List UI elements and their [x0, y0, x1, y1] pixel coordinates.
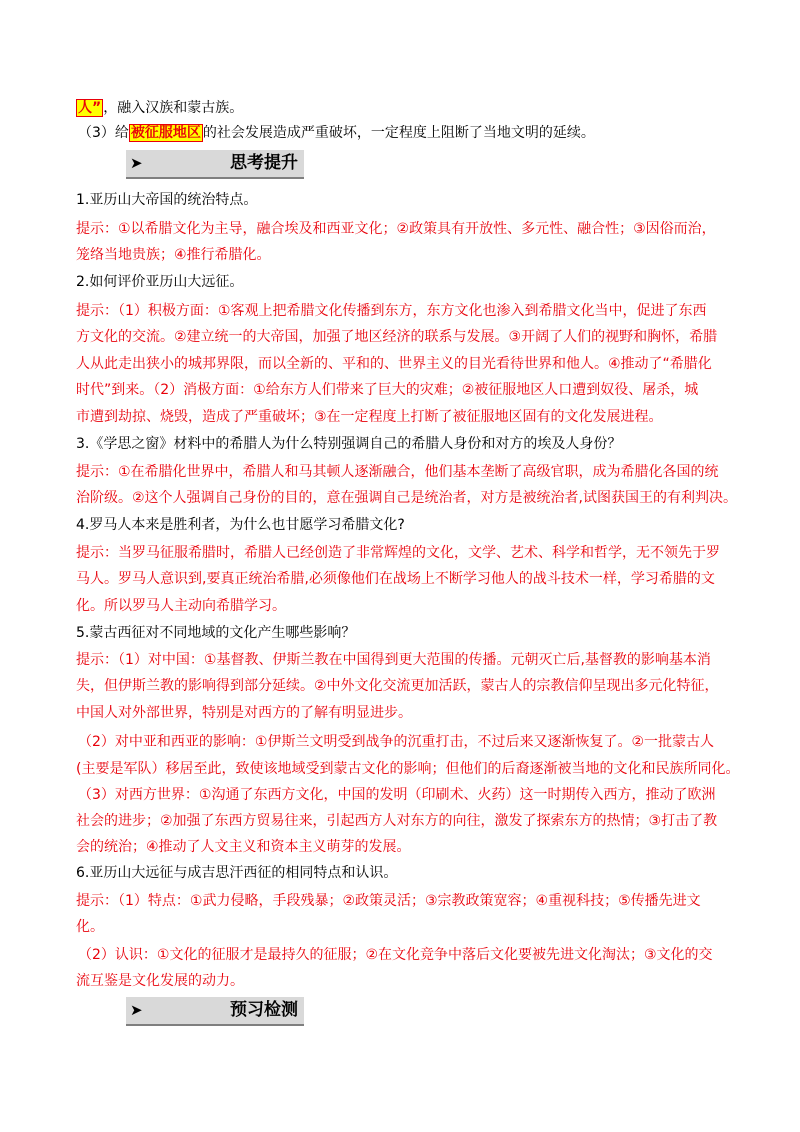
answer-line: 中国人对外部世界，特别是对西方的了解有明显进步。	[76, 705, 412, 721]
answer-line: 提示：（1）特点：①武力侵略，手段残暴；②政策灵活；③宗教政策宽容；④重视科技；⑤传播先进文	[76, 893, 701, 909]
answer-line: （2）认识：①文化的征服才是最持久的征服；②在文化竞争中落后文化要被先进文化淘汰；③文化的交	[78, 947, 713, 963]
answer-line: 治阶级。②这个人强调自己身份的目的，意在强调自己是统治者，对方是被统治者,试图获国王的有利判决。	[76, 490, 737, 506]
answer-line: 时代”到来。（2）消极方面：①给东方人们带来了巨大的灾难；②被征服地区人口遭到奴役、屠杀，城	[76, 382, 699, 398]
question-line: 2.如何评价亚历山大远征。	[76, 274, 244, 290]
highlight-text: 人”	[78, 100, 102, 116]
answer-line: 提示：（1）对中国：①基督教、伊斯兰教在中国得到更大范围的传播。元朝灭亡后,基督教的影响基本消	[76, 652, 711, 668]
arrow-icon: ➤	[130, 1001, 143, 1019]
question-line: 1.亚历山大帝国的统治特点。	[76, 192, 258, 208]
answer-line: 化。	[76, 919, 104, 935]
answer-line: 提示：（1）积极方面：①客观上把希腊文化传播到东方，东方文化也渗入到希腊文化当中，促进了东西	[76, 303, 707, 319]
section-header-think	[126, 150, 304, 179]
answer-line: 市遭到劫掠、烧毁，造成了严重破坏；③在一定程度上打断了被征服地区固有的文化发展进程。	[76, 409, 663, 425]
answer-line: 提示：当罗马征服希腊时，希腊人已经创造了非常辉煌的文化，文学、艺术、科学和哲学，无不领先于罗	[76, 545, 720, 561]
section-header-preview	[126, 997, 304, 1026]
answer-line: 失，但伊斯兰教的影响得到部分延续。②中外文化交流更加活跃，蒙古人的宗教信仰呈现出多元化特征，	[76, 678, 719, 694]
question-line: 6.亚历山大远征与成吉思汗西征的相同特点和认识。	[76, 865, 398, 881]
answer-line: 笼络当地贵族；④推行希腊化。	[76, 247, 271, 263]
highlight-text: 被征服地区	[130, 125, 201, 141]
answer-line: (主要是军队）移居至此，致使该地域受到蒙古文化的影响；但他们的后裔逐渐被当地的文化和民族所同化。	[76, 761, 740, 777]
answer-line: 马人。罗马人意识到,要真正统治希腊,必须像他们在战场上不断学习他人的战斗技术一样，学习希腊的文	[76, 571, 715, 587]
answer-line: 社会的进步；②加强了东西方贸易往来，引起西方人对东方的向往，激发了探索东方的热情；③打击了教	[76, 813, 718, 829]
section-title: 预习检测	[230, 1000, 298, 1020]
top-line-1	[76, 98, 243, 118]
answer-line: 会的统治；④推动了人文主义和资本主义萌芽的发展。	[76, 839, 411, 855]
answer-line: （2）对中亚和西亚的影响：①伊斯兰文明受到战争的沉重打击，不过后来又逐渐恢复了。②一批蒙古人	[78, 734, 715, 750]
top-line-2	[78, 123, 595, 143]
section-title: 思考提升	[230, 153, 298, 173]
top-line-2-prefix: （3）给	[78, 125, 129, 141]
answer-line: 提示：①以希腊文化为主导，融合埃及和西亚文化；②政策具有开放性、多元性、融合性；③因俗而治，	[76, 221, 716, 237]
top-line-2-text: 的社会发展造成严重破坏，一定程度上阻断了当地文明的延续。	[202, 125, 595, 141]
question-line: 3.《学思之窗》材料中的希腊人为什么特别强调自己的希腊人身份和对方的埃及人身份？	[76, 436, 622, 452]
answer-line: 化。所以罗马人主动向希腊学习。	[76, 598, 286, 614]
answer-line: 提示：①在希腊化世界中，希腊人和马其顿人逐渐融合，他们基本垄断了高级官职，成为希腊化各国的统	[76, 464, 719, 480]
answer-line: 方文化的交流。②建立统一的大帝国，加强了地区经济的联系与发展。③开阔了人们的视野和胸怀，希腊	[76, 329, 718, 345]
question-line: 5.蒙古西征对不同地域的文化产生哪些影响？	[76, 625, 356, 641]
question-line: 4.罗马人本来是胜利者，为什么也甘愿学习希腊文化?	[76, 517, 405, 533]
answer-line: （3）对西方世界：①沟通了东西方文化，中国的发明（印刷术、火药）这一时期传入西方，推动了欧洲	[78, 787, 716, 803]
answer-line: 流互鉴是文化发展的动力。	[76, 973, 244, 989]
answer-line: 人从此走出狭小的城邦界限，而以全新的、平和的、世界主义的目光看待世界和他人。④推动了“希腊化	[76, 356, 712, 372]
top-line-1-text: ，融入汉族和蒙古族。	[103, 100, 244, 116]
arrow-icon: ➤	[130, 154, 143, 172]
